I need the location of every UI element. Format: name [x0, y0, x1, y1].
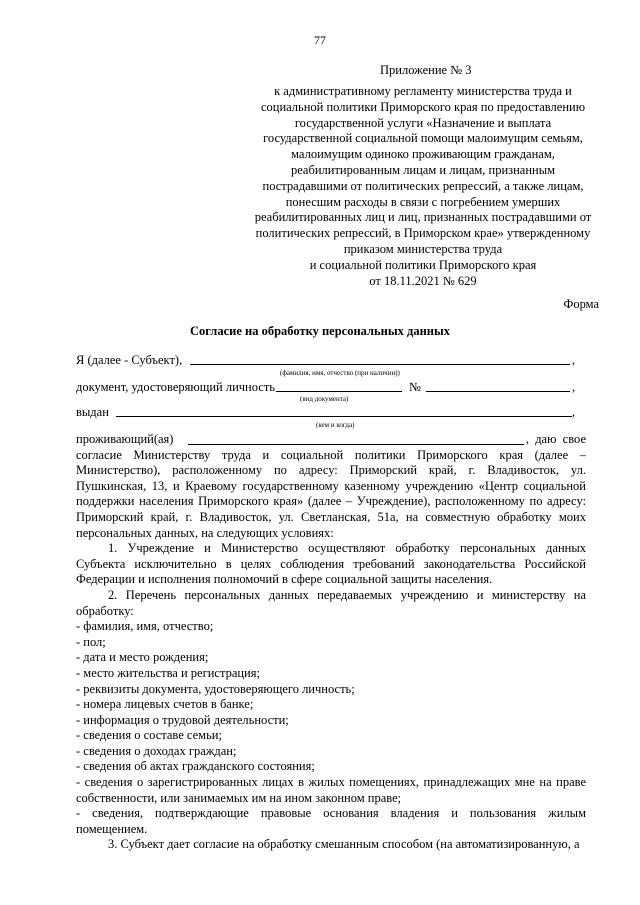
consent-intro: согласие Министерству труда и социальной политики Приморского края (далее – Министерство), расположенному по адресу: Приморский край, г. Владивосток, ул. Пушкинская, 13, и Краевому государственному казенному учреждению «Центр социальной поддержки населения Приморского края» (далее – Учреждение), расположенному по адресу: Приморский край, г. Владивосток, ул. Светланская, 51а, на совместную обработку моих персональных данных, на следующих условиях:: [76, 447, 586, 540]
residing-label: проживающий(ая): [76, 432, 174, 446]
appendix-reference: [238, 84, 608, 289]
appendix-line: реабилитированным лицам и лицам, признанным: [290, 162, 556, 177]
appendix-line: пострадавшими от политических репрессий, а также лицам,: [262, 178, 584, 193]
document-number-field[interactable]: [426, 391, 570, 392]
residing-line: [76, 432, 586, 448]
issued-label: выдан: [76, 405, 109, 419]
list-item: - дата и место рождения;: [76, 650, 209, 665]
appendix-line: реабилитированных лиц и лиц, признанных пострадавшими от: [254, 210, 592, 225]
list-item: - сведения о составе семьи;: [76, 728, 222, 743]
form-label: Форма: [563, 297, 599, 311]
number-sign: №: [409, 380, 421, 394]
residing-suffix: , даю свое: [525, 432, 586, 446]
appendix-line: социальной политики Приморского края по предоставлению: [260, 99, 586, 114]
appendix-line: малоимущим одиноко проживающим гражданам,: [291, 147, 555, 162]
appendix-line: от 18.11.2021 № 629: [369, 273, 477, 288]
appendix-line: государственной услуги «Назначение и выплата: [294, 115, 552, 130]
list-item: - место жительства и регистрация;: [76, 665, 260, 680]
list-item: - фамилия, имя, отчество;: [76, 619, 214, 634]
document-type-field[interactable]: [276, 391, 402, 392]
appendix-line: к административному регламенту министерства труда и: [274, 84, 572, 98]
issued-comma: ,: [572, 405, 576, 419]
subject-comma: ,: [572, 353, 576, 367]
list-item: - информация о трудовой деятельности;: [76, 712, 289, 727]
residing-address-field[interactable]: [188, 444, 524, 445]
subject-prefix: Я (далее - Субъект),: [76, 353, 183, 367]
clause-2: 2. Перечень персональных данных передаваемых учреждению и министерству на обработку:: [76, 587, 586, 618]
subject-name-field[interactable]: [190, 364, 570, 365]
subject-line: [76, 352, 578, 368]
subject-caption: (фамилия, имя, отчество (при наличии)): [280, 369, 400, 377]
issued-by-field[interactable]: [116, 416, 572, 417]
document-caption: (вид документа): [300, 395, 349, 403]
issued-caption: (кем и когда): [316, 421, 355, 429]
document-comma: ,: [572, 380, 576, 394]
consent-body: [76, 432, 586, 853]
list-item: - сведения, подтверждающие правовые основания владения и пользования жилым помещением.: [76, 806, 586, 836]
appendix-line: политических репрессий, в Приморском крае» утвержденному: [255, 226, 591, 241]
issued-line: [76, 404, 578, 420]
appendix-title: Приложение № 3: [380, 63, 472, 77]
page-number: 77: [314, 33, 326, 47]
clause-3: 3. Субъект дает согласие на обработку смешанным способом (на автоматизированную, а: [108, 837, 580, 852]
appendix-line: и социальной политики Приморского края: [309, 257, 537, 272]
list-item: - сведения о зарегистрированных лицах в жилых помещениях, принадлежащих мне на праве собственности, или занимаемых им на ином законном праве;: [76, 775, 586, 805]
list-item: - пол;: [76, 634, 106, 649]
document-title: Согласие на обработку персональных данных: [189, 324, 450, 338]
clause-1: 1. Учреждение и Министерство осуществляют обработку персональных данных Субъекта исключительно в целях соблюдения требований законодательства Российской Федерации и исполнения полномочий в сфере социальной защиты населения.: [76, 541, 586, 587]
list-item: - сведения об актах гражданского состояния;: [76, 759, 315, 774]
document-line: [76, 379, 578, 395]
document-label: документ, удостоверяющий личность: [76, 380, 276, 394]
appendix-line: понесшим расходы в связи с погребением умерших: [285, 194, 561, 209]
list-item: - сведения о доходах граждан;: [76, 743, 237, 758]
appendix-line: государственной социальной помощи малоимущим семьям,: [263, 131, 583, 146]
appendix-line: приказом министерства труда: [343, 241, 503, 256]
list-item: - номера лицевых счетов в банке;: [76, 697, 254, 712]
list-item: - реквизиты документа, удостоверяющего личность;: [76, 681, 355, 696]
